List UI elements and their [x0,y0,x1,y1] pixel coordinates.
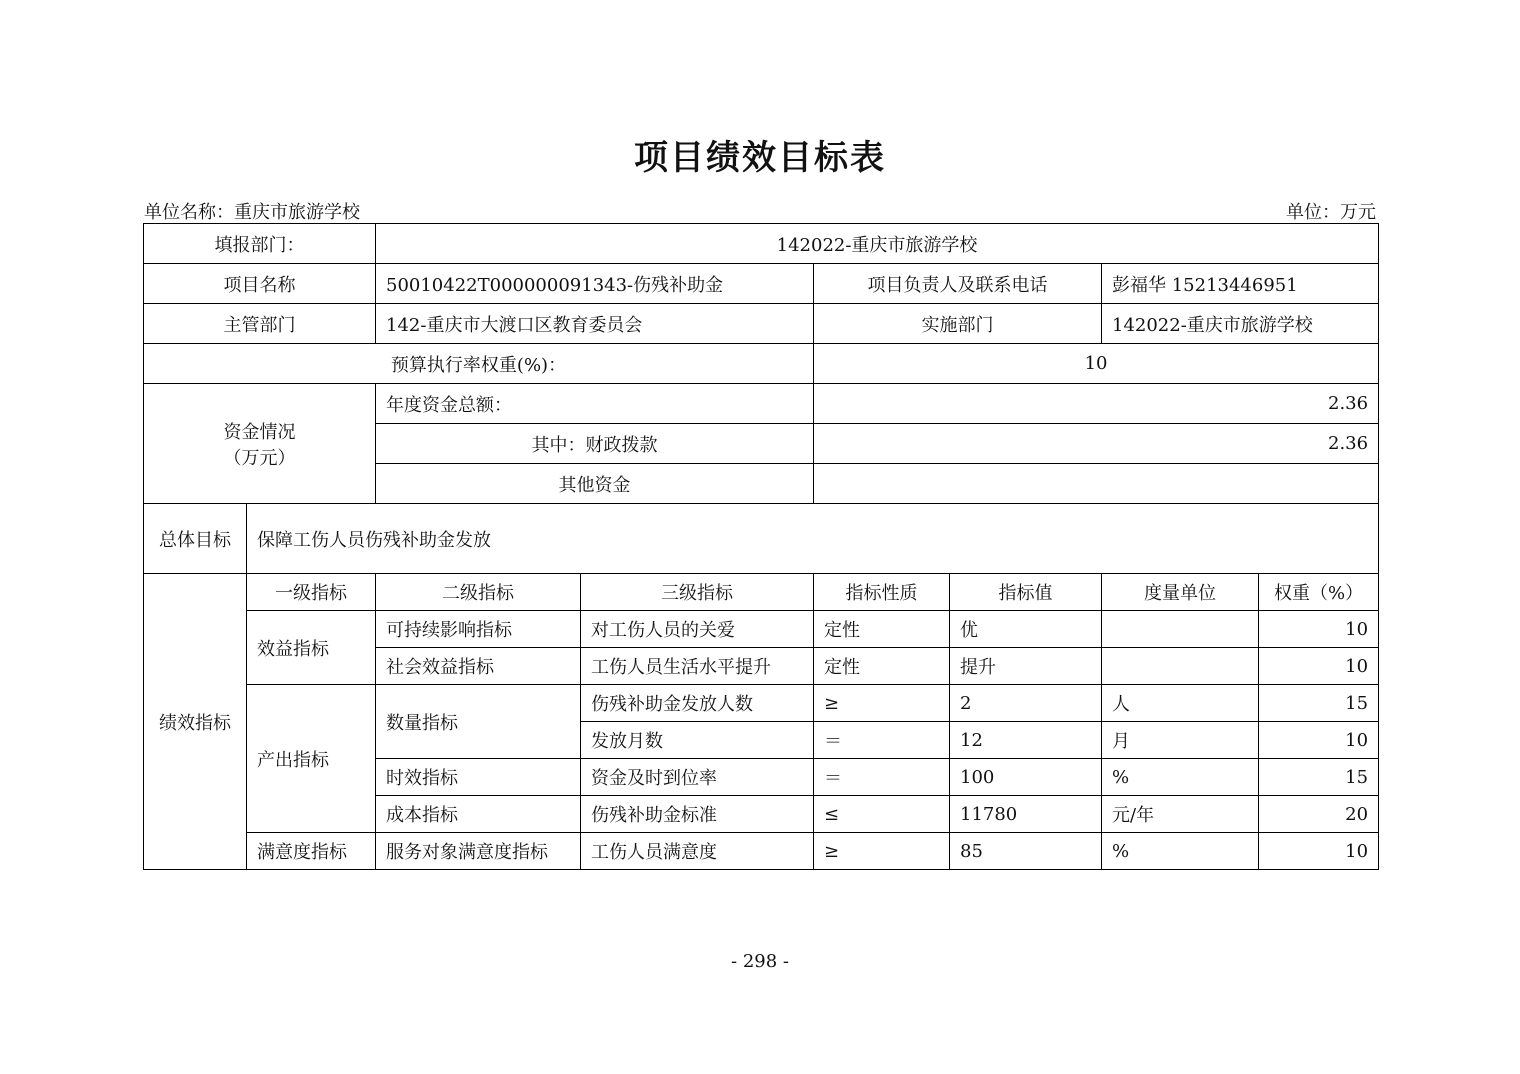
weight-cell: 15 [1259,759,1379,796]
supervisor-value: 142-重庆市大渡口区教育委员会 [376,304,814,344]
nature-cell: ≥ [814,685,950,722]
table-row [144,304,1379,344]
table-row [144,384,1379,424]
level1-output: 产出指标 [247,685,376,833]
funds-label-line2: （万元） [223,447,296,469]
fill-dept-label: 填报部门： [144,224,376,264]
level3-cell: 对工伤人员的关爱 [581,611,814,648]
annual-total-label: 年度资金总额： [376,384,814,424]
perf-indicator-label: 绩效指标 [144,574,247,870]
level3-cell: 伤残补助金发放人数 [581,685,814,722]
table-row [144,344,1379,384]
column-header: 指标值 [950,574,1102,611]
level1-benefit: 效益指标 [247,611,376,685]
table-row [144,833,1379,870]
weight-cell: 20 [1259,796,1379,833]
value-cell: 12 [950,722,1102,759]
level2-cell: 服务对象满意度指标 [376,833,581,870]
weight-cell: 10 [1259,648,1379,685]
value-cell: 85 [950,833,1102,870]
responsible-label: 项目负责人及联系电话 [814,264,1102,304]
page-number: - 298 - [731,951,789,972]
weight-cell: 10 [1259,833,1379,870]
unit-cell: 元/年 [1102,796,1259,833]
nature-cell: ≥ [814,833,950,870]
nature-cell: 定性 [814,648,950,685]
level2-cell: 社会效益指标 [376,648,581,685]
overall-goal-label: 总体目标 [144,504,247,574]
weight-cell: 10 [1259,722,1379,759]
level2-cell: 成本指标 [376,796,581,833]
unit-name: 单位名称：重庆市旅游学校 [144,202,360,223]
table-row [144,504,1379,574]
nature-cell: ＝ [814,759,950,796]
weight-cell: 10 [1259,611,1379,648]
level3-cell: 工伤人员生活水平提升 [581,648,814,685]
unit-cell: 人 [1102,685,1259,722]
column-header: 度量单位 [1102,574,1259,611]
level1-satisfaction: 满意度指标 [247,833,376,870]
fiscal-value: 2.36 [814,424,1379,464]
table-row [144,611,1379,648]
level2-quantity: 数量指标 [376,685,581,759]
fill-dept-value: 142022-重庆市旅游学校 [376,224,1379,264]
value-cell: 100 [950,759,1102,796]
value-cell: 提升 [950,648,1102,685]
unit-cell: 月 [1102,722,1259,759]
value-cell: 11780 [950,796,1102,833]
table-row [144,264,1379,304]
budget-weight-value: 10 [814,344,1379,384]
table-row [144,685,1379,722]
unit-cell: % [1102,833,1259,870]
level2-cell: 时效指标 [376,759,581,796]
column-header: 指标性质 [814,574,950,611]
unit-cell: % [1102,759,1259,796]
level3-cell: 工伤人员满意度 [581,833,814,870]
fiscal-label: 其中：财政拨款 [376,424,814,464]
budget-weight-label: 预算执行率权重(%)： [144,344,814,384]
overall-goal-value: 保障工伤人员伤残补助金发放 [247,504,1379,574]
nature-cell: ＝ [814,722,950,759]
unit-label: 单位：万元 [1286,202,1376,223]
value-cell: 2 [950,685,1102,722]
column-header: 权重（%） [1259,574,1379,611]
level3-cell: 伤残补助金标准 [581,796,814,833]
level3-cell: 发放月数 [581,722,814,759]
annual-total-value: 2.36 [814,384,1379,424]
performance-target-table [143,223,1379,870]
other-funds-label: 其他资金 [376,464,814,504]
column-header: 三级指标 [581,574,814,611]
unit-cell [1102,611,1259,648]
impl-dept-label: 实施部门 [814,304,1102,344]
column-header: 二级指标 [376,574,581,611]
table-header-row [144,574,1379,611]
other-funds-value [814,464,1379,504]
nature-cell: ≤ [814,796,950,833]
level3-cell: 资金及时到位率 [581,759,814,796]
table-row [144,224,1379,264]
value-cell: 优 [950,611,1102,648]
project-name-label: 项目名称 [144,264,376,304]
responsible-value: 彭福华 15213446951 [1102,264,1379,304]
level2-cell: 可持续影响指标 [376,611,581,648]
project-name-value: 50010422T000000091343-伤残补助金 [376,264,814,304]
funds-label [144,384,376,504]
impl-dept-value: 142022-重庆市旅游学校 [1102,304,1379,344]
page-title: 项目绩效目标表 [634,138,886,178]
nature-cell: 定性 [814,611,950,648]
funds-label-line1: 资金情况 [223,421,296,443]
weight-cell: 15 [1259,685,1379,722]
unit-cell [1102,648,1259,685]
supervisor-label: 主管部门 [144,304,376,344]
column-header: 一级指标 [247,574,376,611]
